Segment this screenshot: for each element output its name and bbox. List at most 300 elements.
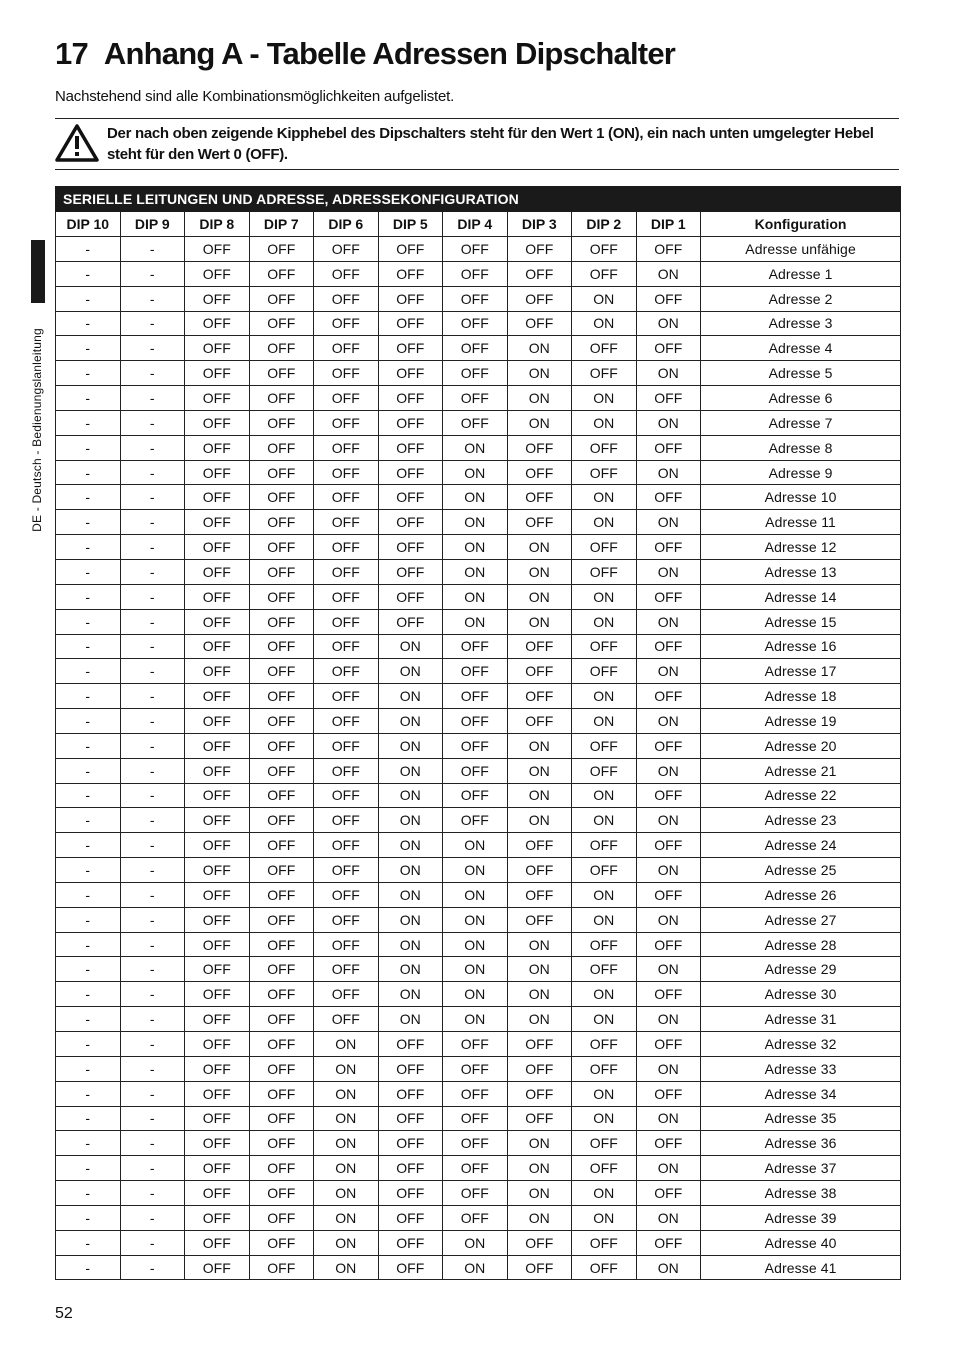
- dip-cell: OFF: [185, 485, 250, 510]
- column-header: DIP 8: [185, 212, 250, 237]
- dip-cell: OFF: [378, 1255, 443, 1280]
- dip-cell: -: [56, 783, 121, 808]
- dip-cell: -: [120, 1205, 185, 1230]
- dip-cell: ON: [378, 833, 443, 858]
- dip-cell: ON: [507, 1007, 572, 1032]
- dip-cell: OFF: [249, 1181, 314, 1206]
- dip-cell: OFF: [249, 460, 314, 485]
- dip-cell: OFF: [378, 535, 443, 560]
- dip-cell: -: [56, 808, 121, 833]
- dip-cell: ON: [314, 1181, 379, 1206]
- dip-cell: OFF: [249, 634, 314, 659]
- dip-cell: ON: [378, 659, 443, 684]
- config-cell: Adresse 24: [701, 833, 901, 858]
- dip-cell: ON: [314, 1056, 379, 1081]
- column-header: DIP 2: [572, 212, 637, 237]
- dip-cell: -: [120, 907, 185, 932]
- dip-cell: -: [56, 261, 121, 286]
- dip-cell: ON: [507, 982, 572, 1007]
- dip-cell: OFF: [185, 435, 250, 460]
- page-title: [55, 36, 675, 72]
- dip-cell: ON: [636, 410, 701, 435]
- dip-cell: OFF: [314, 559, 379, 584]
- dip-cell: OFF: [185, 659, 250, 684]
- dip-cell: OFF: [249, 1156, 314, 1181]
- dip-cell: ON: [507, 1156, 572, 1181]
- dip-cell: -: [120, 1156, 185, 1181]
- dip-cell: OFF: [249, 808, 314, 833]
- dip-cell: -: [120, 833, 185, 858]
- dip-cell: OFF: [378, 510, 443, 535]
- dip-cell: OFF: [378, 1131, 443, 1156]
- dip-cell: OFF: [249, 1106, 314, 1131]
- dip-cell: OFF: [507, 1081, 572, 1106]
- dip-cell: ON: [572, 1007, 637, 1032]
- dip-cell: OFF: [314, 709, 379, 734]
- dip-cell: OFF: [314, 833, 379, 858]
- config-cell: Adresse unfähige: [701, 237, 901, 262]
- dip-cell: OFF: [185, 882, 250, 907]
- column-header: Konfiguration: [701, 212, 901, 237]
- dip-cell: OFF: [249, 361, 314, 386]
- dip-cell: OFF: [249, 684, 314, 709]
- dip-cell: OFF: [636, 286, 701, 311]
- dip-cell: OFF: [636, 237, 701, 262]
- config-cell: Adresse 34: [701, 1081, 901, 1106]
- config-cell: Adresse 11: [701, 510, 901, 535]
- dip-cell: OFF: [572, 361, 637, 386]
- dip-cell: OFF: [249, 932, 314, 957]
- dip-cell: -: [56, 1255, 121, 1280]
- table-row: [56, 1181, 901, 1206]
- column-header: DIP 5: [378, 212, 443, 237]
- dip-cell: OFF: [378, 336, 443, 361]
- config-cell: Adresse 20: [701, 733, 901, 758]
- dip-cell: -: [56, 932, 121, 957]
- dip-cell: OFF: [249, 237, 314, 262]
- dip-cell: OFF: [314, 410, 379, 435]
- dip-cell: OFF: [249, 261, 314, 286]
- dip-cell: OFF: [507, 510, 572, 535]
- column-header: DIP 6: [314, 212, 379, 237]
- table-row: [56, 1156, 901, 1181]
- table-row: [56, 1032, 901, 1057]
- dip-cell: OFF: [249, 559, 314, 584]
- dip-cell: OFF: [378, 1032, 443, 1057]
- dip-cell: -: [120, 460, 185, 485]
- dip-cell: OFF: [185, 261, 250, 286]
- dip-cell: ON: [507, 336, 572, 361]
- dip-cell: OFF: [249, 1230, 314, 1255]
- dip-cell: ON: [636, 361, 701, 386]
- dip-cell: -: [56, 336, 121, 361]
- dip-cell: OFF: [185, 410, 250, 435]
- dip-cell: ON: [636, 559, 701, 584]
- dip-cell: -: [56, 634, 121, 659]
- dip-cell: OFF: [314, 261, 379, 286]
- table-row: [56, 634, 901, 659]
- dip-cell: OFF: [185, 1131, 250, 1156]
- table-row: [56, 1081, 901, 1106]
- dip-cell: OFF: [572, 858, 637, 883]
- config-cell: Adresse 23: [701, 808, 901, 833]
- dip-cell: OFF: [185, 808, 250, 833]
- table-row: [56, 733, 901, 758]
- dip-cell: OFF: [443, 733, 508, 758]
- dip-cell: ON: [636, 957, 701, 982]
- dip-cell: ON: [572, 1205, 637, 1230]
- dip-cell: OFF: [314, 386, 379, 411]
- dip-cell: OFF: [314, 361, 379, 386]
- dip-cell: OFF: [249, 435, 314, 460]
- dip-cell: ON: [636, 460, 701, 485]
- table-row: [56, 559, 901, 584]
- dip-cell: ON: [507, 1205, 572, 1230]
- table-row: [56, 460, 901, 485]
- dip-cell: ON: [443, 535, 508, 560]
- dip-cell: -: [56, 1131, 121, 1156]
- table-row: [56, 659, 901, 684]
- dip-cell: -: [120, 510, 185, 535]
- config-cell: Adresse 15: [701, 609, 901, 634]
- config-cell: Adresse 31: [701, 1007, 901, 1032]
- dip-cell: OFF: [314, 584, 379, 609]
- config-cell: Adresse 40: [701, 1230, 901, 1255]
- dip-cell: OFF: [185, 1230, 250, 1255]
- dip-cell: OFF: [249, 386, 314, 411]
- dip-cell: OFF: [378, 1156, 443, 1181]
- config-cell: Adresse 9: [701, 460, 901, 485]
- dip-cell: ON: [443, 435, 508, 460]
- dip-cell: OFF: [314, 1007, 379, 1032]
- dip-cell: -: [120, 709, 185, 734]
- dip-cell: OFF: [314, 237, 379, 262]
- dip-cell: OFF: [249, 709, 314, 734]
- warning-triangle-icon: [55, 123, 99, 163]
- table-row: [56, 535, 901, 560]
- table-row: [56, 510, 901, 535]
- config-cell: Adresse 13: [701, 559, 901, 584]
- dip-cell: OFF: [636, 1081, 701, 1106]
- dip-cell: ON: [443, 932, 508, 957]
- table-row: [56, 783, 901, 808]
- dip-cell: -: [56, 1081, 121, 1106]
- dip-cell: OFF: [572, 559, 637, 584]
- dip-cell: OFF: [185, 982, 250, 1007]
- dip-cell: ON: [378, 758, 443, 783]
- dip-cell: ON: [572, 510, 637, 535]
- dip-cell: OFF: [507, 684, 572, 709]
- table-row: [56, 808, 901, 833]
- dip-cell: ON: [572, 410, 637, 435]
- dip-cell: OFF: [572, 659, 637, 684]
- dip-cell: OFF: [314, 311, 379, 336]
- dip-switch-table: [55, 186, 901, 1280]
- dip-cell: OFF: [507, 261, 572, 286]
- dip-cell: ON: [378, 709, 443, 734]
- dip-cell: ON: [572, 982, 637, 1007]
- dip-cell: OFF: [507, 1230, 572, 1255]
- dip-cell: -: [56, 1032, 121, 1057]
- dip-cell: OFF: [249, 882, 314, 907]
- dip-cell: ON: [572, 485, 637, 510]
- config-cell: Adresse 3: [701, 311, 901, 336]
- dip-cell: OFF: [314, 858, 379, 883]
- table-row: [56, 858, 901, 883]
- dip-cell: OFF: [378, 460, 443, 485]
- dip-cell: ON: [314, 1230, 379, 1255]
- dip-cell: OFF: [185, 535, 250, 560]
- config-cell: Adresse 10: [701, 485, 901, 510]
- dip-cell: OFF: [378, 361, 443, 386]
- dip-cell: OFF: [249, 485, 314, 510]
- dip-cell: OFF: [314, 336, 379, 361]
- dip-cell: ON: [443, 510, 508, 535]
- config-cell: Adresse 35: [701, 1106, 901, 1131]
- dip-cell: ON: [378, 1007, 443, 1032]
- dip-cell: OFF: [249, 336, 314, 361]
- column-header: DIP 1: [636, 212, 701, 237]
- dip-cell: OFF: [443, 261, 508, 286]
- dip-cell: OFF: [572, 1032, 637, 1057]
- config-cell: Adresse 17: [701, 659, 901, 684]
- dip-cell: OFF: [378, 435, 443, 460]
- dip-cell: ON: [507, 957, 572, 982]
- dip-cell: OFF: [314, 609, 379, 634]
- table-header-row: [56, 212, 901, 237]
- page-number: 52: [55, 1305, 73, 1322]
- dip-cell: OFF: [185, 957, 250, 982]
- table-row: [56, 435, 901, 460]
- dip-cell: OFF: [507, 435, 572, 460]
- table-row: [56, 410, 901, 435]
- dip-cell: OFF: [507, 1106, 572, 1131]
- dip-cell: OFF: [185, 1156, 250, 1181]
- dip-cell: ON: [636, 1106, 701, 1131]
- dip-cell: -: [56, 1106, 121, 1131]
- dip-cell: ON: [314, 1081, 379, 1106]
- dip-cell: ON: [443, 982, 508, 1007]
- dip-cell: OFF: [572, 758, 637, 783]
- dip-cell: OFF: [572, 733, 637, 758]
- dip-cell: OFF: [572, 1156, 637, 1181]
- dip-cell: OFF: [249, 982, 314, 1007]
- dip-cell: ON: [378, 808, 443, 833]
- dip-cell: -: [56, 559, 121, 584]
- dip-cell: OFF: [378, 1181, 443, 1206]
- dip-cell: OFF: [572, 336, 637, 361]
- dip-cell: ON: [378, 932, 443, 957]
- table-row: [56, 361, 901, 386]
- dip-cell: OFF: [185, 386, 250, 411]
- dip-cell: -: [120, 733, 185, 758]
- dip-cell: OFF: [443, 659, 508, 684]
- dip-cell: ON: [378, 733, 443, 758]
- dip-cell: OFF: [507, 659, 572, 684]
- dip-cell: ON: [572, 1106, 637, 1131]
- dip-cell: OFF: [249, 858, 314, 883]
- config-cell: Adresse 32: [701, 1032, 901, 1057]
- dip-cell: -: [56, 237, 121, 262]
- dip-cell: -: [56, 833, 121, 858]
- dip-cell: OFF: [314, 808, 379, 833]
- side-language-label: DE - Deutsch - Bedienungslanleitung: [30, 328, 44, 532]
- dip-cell: ON: [507, 783, 572, 808]
- dip-cell: OFF: [636, 1230, 701, 1255]
- dip-cell: OFF: [185, 1081, 250, 1106]
- dip-cell: -: [56, 882, 121, 907]
- dip-cell: OFF: [572, 1056, 637, 1081]
- dip-cell: OFF: [185, 709, 250, 734]
- column-header: DIP 9: [120, 212, 185, 237]
- dip-cell: OFF: [249, 659, 314, 684]
- table-row: [56, 609, 901, 634]
- dip-cell: OFF: [378, 485, 443, 510]
- dip-cell: ON: [378, 634, 443, 659]
- dip-cell: OFF: [572, 957, 637, 982]
- config-cell: Adresse 39: [701, 1205, 901, 1230]
- config-cell: Adresse 1: [701, 261, 901, 286]
- dip-cell: OFF: [507, 1032, 572, 1057]
- dip-cell: ON: [572, 584, 637, 609]
- config-cell: Adresse 26: [701, 882, 901, 907]
- column-header: DIP 10: [56, 212, 121, 237]
- config-cell: Adresse 2: [701, 286, 901, 311]
- dip-cell: OFF: [572, 1255, 637, 1280]
- dip-cell: -: [120, 1081, 185, 1106]
- dip-cell: OFF: [378, 1056, 443, 1081]
- dip-cell: OFF: [636, 1181, 701, 1206]
- dip-cell: OFF: [314, 684, 379, 709]
- dip-cell: ON: [507, 584, 572, 609]
- dip-cell: OFF: [636, 833, 701, 858]
- dip-cell: OFF: [443, 1081, 508, 1106]
- table-row: [56, 584, 901, 609]
- side-tab-marker: [31, 240, 45, 303]
- dip-cell: OFF: [314, 435, 379, 460]
- dip-cell: -: [56, 361, 121, 386]
- dip-cell: -: [120, 286, 185, 311]
- config-cell: Adresse 29: [701, 957, 901, 982]
- dip-cell: OFF: [443, 237, 508, 262]
- column-header: DIP 4: [443, 212, 508, 237]
- dip-cell: -: [56, 733, 121, 758]
- dip-cell: OFF: [636, 1032, 701, 1057]
- dip-cell: OFF: [636, 485, 701, 510]
- dip-cell: ON: [572, 882, 637, 907]
- config-cell: Adresse 8: [701, 435, 901, 460]
- dip-cell: -: [56, 460, 121, 485]
- config-cell: Adresse 27: [701, 907, 901, 932]
- config-cell: Adresse 28: [701, 932, 901, 957]
- dip-cell: OFF: [636, 336, 701, 361]
- dip-cell: -: [120, 1056, 185, 1081]
- dip-cell: OFF: [249, 286, 314, 311]
- dip-cell: -: [120, 1007, 185, 1032]
- dip-cell: ON: [507, 932, 572, 957]
- dip-cell: ON: [443, 1255, 508, 1280]
- table-section-title: SERIELLE LEITUNGEN UND ADRESSE, ADRESSEKONFIGURATION: [56, 187, 901, 212]
- dip-cell: OFF: [185, 1106, 250, 1131]
- config-cell: Adresse 33: [701, 1056, 901, 1081]
- dip-cell: OFF: [378, 261, 443, 286]
- dip-cell: ON: [636, 709, 701, 734]
- dip-cell: OFF: [507, 833, 572, 858]
- dip-cell: OFF: [185, 311, 250, 336]
- table-row: [56, 932, 901, 957]
- dip-cell: ON: [636, 311, 701, 336]
- dip-cell: OFF: [636, 535, 701, 560]
- dip-cell: ON: [378, 982, 443, 1007]
- dip-cell: -: [120, 808, 185, 833]
- dip-cell: OFF: [443, 410, 508, 435]
- dip-cell: OFF: [378, 1106, 443, 1131]
- dip-cell: OFF: [185, 932, 250, 957]
- dip-cell: ON: [636, 1255, 701, 1280]
- table-row: [56, 1230, 901, 1255]
- dip-cell: OFF: [636, 882, 701, 907]
- dip-cell: OFF: [572, 833, 637, 858]
- dip-cell: OFF: [507, 907, 572, 932]
- dip-cell: ON: [378, 684, 443, 709]
- dip-cell: OFF: [443, 1056, 508, 1081]
- dip-cell: -: [120, 584, 185, 609]
- dip-cell: -: [120, 435, 185, 460]
- dip-cell: ON: [636, 1056, 701, 1081]
- dip-cell: OFF: [572, 237, 637, 262]
- dip-cell: OFF: [507, 311, 572, 336]
- dip-cell: ON: [507, 361, 572, 386]
- config-cell: Adresse 7: [701, 410, 901, 435]
- dip-cell: ON: [572, 709, 637, 734]
- dip-cell: -: [120, 1230, 185, 1255]
- dip-cell: OFF: [378, 1081, 443, 1106]
- dip-cell: OFF: [507, 1255, 572, 1280]
- dip-cell: OFF: [249, 410, 314, 435]
- dip-cell: OFF: [572, 1131, 637, 1156]
- dip-cell: ON: [507, 758, 572, 783]
- dip-cell: OFF: [507, 460, 572, 485]
- dip-cell: -: [56, 386, 121, 411]
- dip-cell: ON: [443, 957, 508, 982]
- dip-cell: OFF: [378, 311, 443, 336]
- dip-cell: ON: [636, 758, 701, 783]
- dip-cell: OFF: [636, 684, 701, 709]
- table-row: [56, 1131, 901, 1156]
- dip-cell: OFF: [185, 609, 250, 634]
- dip-cell: OFF: [507, 709, 572, 734]
- dip-cell: -: [120, 535, 185, 560]
- dip-cell: ON: [314, 1106, 379, 1131]
- dip-cell: OFF: [185, 733, 250, 758]
- dip-cell: OFF: [185, 858, 250, 883]
- dip-cell: OFF: [249, 1032, 314, 1057]
- table-row: [56, 1106, 901, 1131]
- dip-cell: ON: [314, 1255, 379, 1280]
- dip-cell: OFF: [636, 982, 701, 1007]
- dip-cell: OFF: [378, 386, 443, 411]
- dip-cell: ON: [443, 584, 508, 609]
- dip-cell: OFF: [443, 709, 508, 734]
- config-cell: Adresse 37: [701, 1156, 901, 1181]
- dip-cell: ON: [507, 410, 572, 435]
- dip-cell: ON: [378, 858, 443, 883]
- dip-cell: OFF: [249, 733, 314, 758]
- config-cell: Adresse 38: [701, 1181, 901, 1206]
- dip-cell: OFF: [572, 535, 637, 560]
- dip-cell: OFF: [443, 1156, 508, 1181]
- dip-cell: OFF: [185, 336, 250, 361]
